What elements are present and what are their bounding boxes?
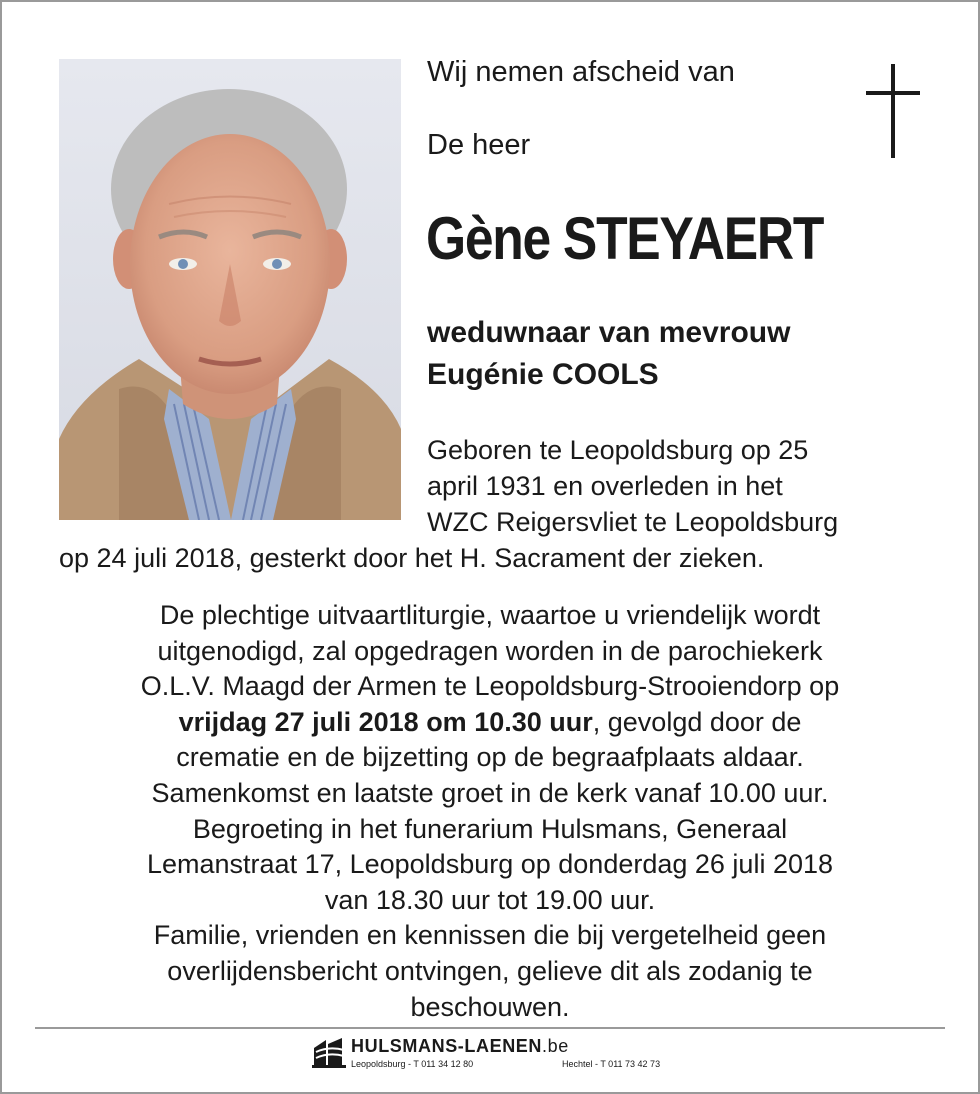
funeral-line: van 18.30 uur tot 19.00 uur. xyxy=(324,884,656,915)
intro-text: Wij nemen afscheid van xyxy=(427,56,735,88)
footer-divider xyxy=(35,1027,945,1029)
birth-line: WZC Reigersvliet te Leopoldsburg xyxy=(427,507,839,537)
funeral-line: crematie en de bijzetting op de begraafplaats aldaar. xyxy=(176,742,804,773)
funeral-line: , gevolgd door de xyxy=(592,706,802,737)
funeral-line: Samenkomst en laatste groet in de kerk vanaf 10.00 uur. xyxy=(151,777,829,808)
office-leopoldsburg: Leopoldsburg - T 011 34 12 80 xyxy=(351,1059,474,1069)
funeral-date-line xyxy=(40,705,940,741)
latin-cross-icon xyxy=(862,60,924,160)
funeral-line: beschouwen. xyxy=(410,991,570,1022)
brand-suffix: .be xyxy=(542,1036,569,1056)
widower-of xyxy=(427,312,790,396)
funeral-home-brand xyxy=(351,1035,569,1057)
birth-line: op 24 juli 2018, gesterkt door het H. Sacrament der zieken. xyxy=(59,543,765,573)
birth-death-block xyxy=(427,432,838,540)
portrait-photo xyxy=(59,59,401,520)
honorific: De heer xyxy=(427,129,531,161)
hulsmans-laenen-logo-icon xyxy=(312,1036,346,1068)
birth-line: Geboren te Leopoldsburg op 25 xyxy=(427,435,809,465)
widower-line: weduwnaar van mevrouw xyxy=(427,316,791,349)
funeral-line: Lemanstraat 17, Leopoldsburg op donderdag 26 juli 2018 xyxy=(146,849,834,880)
funeral-line: O.L.V. Maagd der Armen te Leopoldsburg-Strooiendorp op xyxy=(140,671,840,702)
brand-name: HULSMANS-LAENEN xyxy=(351,1036,542,1056)
funeral-line: overlijdensbericht ontvingen, gelieve dit als zodanig te xyxy=(167,955,813,986)
funeral-line: Familie, vrienden en kennissen die bij vergetelheid geen xyxy=(153,920,827,951)
funeral-line: De plechtige uitvaartliturgie, waartoe u vriendelijk wordt xyxy=(159,600,821,630)
funeral-line: Begroeting in het funerarium Hulsmans, Generaal xyxy=(192,813,788,844)
birth-line: april 1931 en overleden in het xyxy=(427,471,783,501)
deceased-name: Gène STEYAERT xyxy=(426,205,824,272)
funeral-line: uitgenodigd, zal opgedragen worden in de parochiekerk xyxy=(157,635,823,666)
funeral-details xyxy=(40,598,940,1025)
funeral-date: vrijdag 27 juli 2018 om 10.30 uur xyxy=(178,706,593,737)
spouse-name: Eugénie COOLS xyxy=(427,358,659,391)
office-hechtel: Hechtel - T 011 73 42 73 xyxy=(562,1059,661,1069)
